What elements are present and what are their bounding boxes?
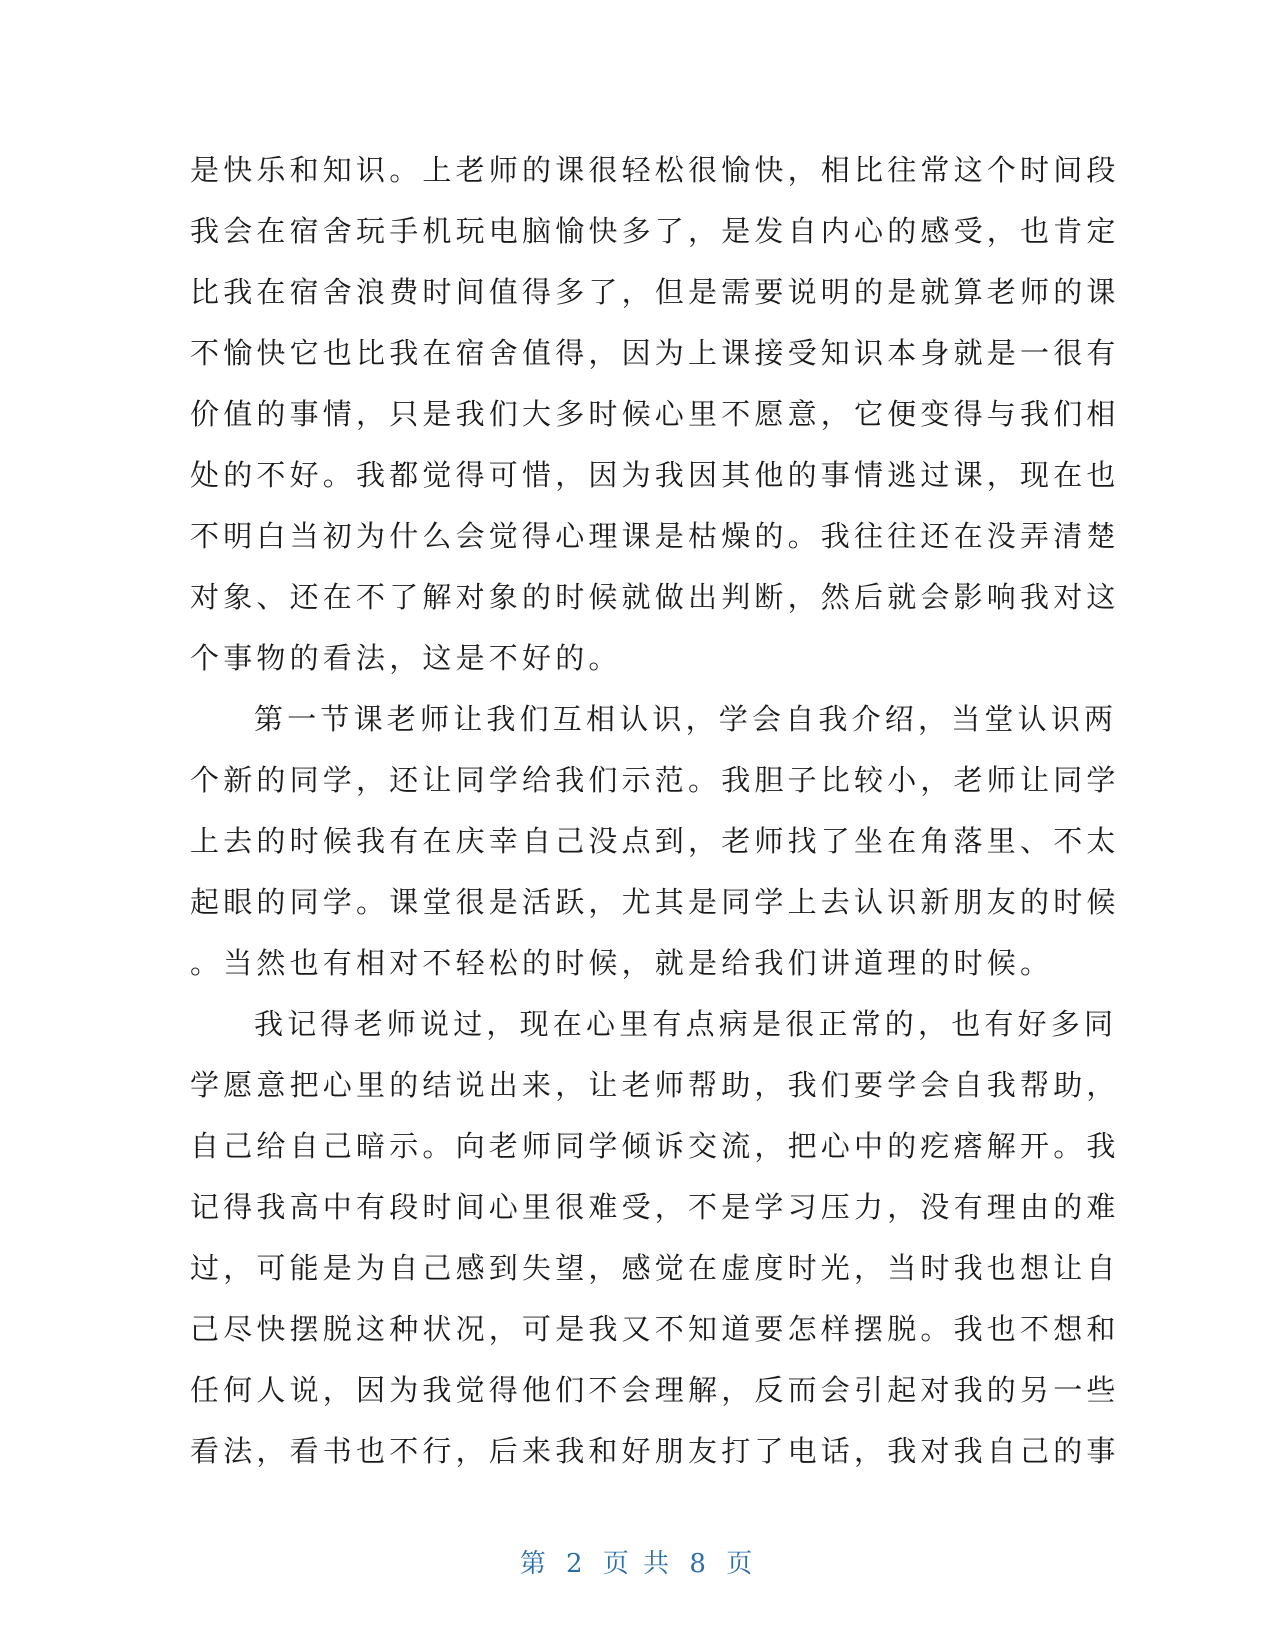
paragraph-start-line: 我记得老师说过，现在心里有点病是很正常的，也有好多同 (254, 1007, 1118, 1041)
text-line: 对象、还在不了解对象的时候就做出判断，然后就会影响我对这 (190, 580, 1120, 614)
text-line: 学愿意把心里的结说出来，让老师帮助，我们要学会自我帮助， (190, 1068, 1120, 1102)
text-line: 处的不好。我都觉得可惜，因为我因其他的事情逃过课，现在也 (190, 458, 1120, 492)
paragraph-start-line: 第一节课老师让我们互相认识，学会自我介绍，当堂认识两 (254, 702, 1118, 736)
text-line: 自己给自己暗示。向老师同学倾诉交流，把心中的疙瘩解开。我 (190, 1129, 1120, 1163)
page-footer (0, 1543, 1275, 1580)
text-line: 起眼的同学。课堂很是活跃，尤其是同学上去认识新朋友的时候 (190, 885, 1120, 919)
footer-middle: 页 共 (602, 1549, 673, 1579)
text-line: 个事物的看法，这是不好的。 (190, 641, 622, 675)
body-text (190, 140, 1120, 1482)
text-line: 看法，看书也不行，后来我和好朋友打了电话，我对我自己的事 (190, 1434, 1120, 1468)
text-line: 任何人说，因为我觉得他们不会理解，反而会引起对我的另一些 (190, 1373, 1120, 1407)
text-line: 不愉快它也比我在宿舍值得，因为上课接受知识本身就是一很有 (190, 336, 1120, 370)
text-line: 不明白当初为什么会觉得心理课是枯燥的。我往往还在没弄清楚 (190, 519, 1120, 553)
text-line: 上去的时候我有在庆幸自己没点到，老师找了坐在角落里、不太 (190, 824, 1120, 858)
text-line: 我会在宿舍玩手机玩电脑愉快多了，是发自内心的感受，也肯定 (190, 214, 1120, 248)
text-line: 。当然也有相对不轻松的时候，就是给我们讲道理的时候。 (190, 946, 1054, 980)
text-line: 记得我高中有段时间心里很难受，不是学习压力，没有理由的难 (190, 1190, 1120, 1224)
text-line: 价值的事情，只是我们大多时候心里不愿意，它便变得与我们相 (190, 397, 1120, 431)
text-line: 个新的同学，还让同学给我们示范。我胆子比较小，老师让同学 (190, 763, 1120, 797)
text-line: 己尽快摆脱这种状况，可是我又不知道要怎样摆脱。我也不想和 (190, 1312, 1120, 1346)
footer-suffix: 页 (726, 1549, 756, 1579)
current-page-number: 2 (566, 1549, 586, 1579)
footer-prefix: 第 (519, 1549, 549, 1579)
total-pages-number: 8 (689, 1549, 709, 1579)
text-line: 比我在宿舍浪费时间值得多了，但是需要说明的是就算老师的课 (190, 275, 1120, 309)
text-line: 是快乐和知识。上老师的课很轻松很愉快，相比往常这个时间段 (190, 153, 1120, 187)
text-line: 过，可能是为自己感到失望，感觉在虚度时光，当时我也想让自 (190, 1251, 1120, 1285)
